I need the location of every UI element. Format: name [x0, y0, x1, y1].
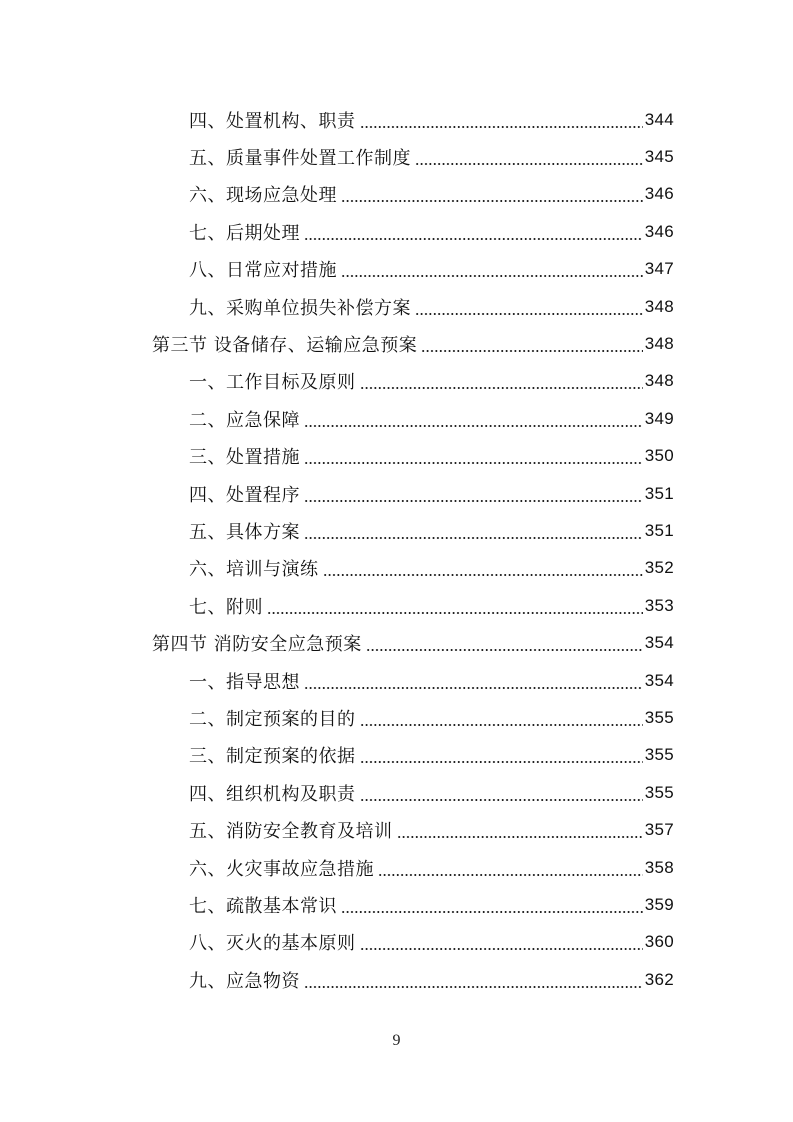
dot-leader	[360, 933, 643, 951]
toc-entry-page: 349	[644, 408, 674, 428]
toc-entry[interactable]	[189, 961, 674, 998]
toc-entry[interactable]	[189, 176, 674, 213]
toc-entry[interactable]	[189, 288, 674, 325]
toc-entry[interactable]	[189, 811, 674, 848]
toc-entry-page: 355	[644, 745, 674, 765]
toc-entry-title: 第四节 消防安全应急预案	[152, 634, 362, 656]
toc-entry-title: 一、工作目标及原则	[189, 372, 356, 394]
toc-entry-page: 350	[644, 446, 674, 466]
dot-leader	[341, 260, 643, 278]
toc-entry-page: 352	[644, 558, 674, 578]
toc-entry-title: 七、后期处理	[189, 222, 300, 244]
dot-leader	[397, 821, 643, 839]
toc-entry-page: 359	[644, 894, 674, 914]
toc-entry-page: 348	[644, 371, 674, 391]
toc-entry-title: 一、指导思想	[189, 671, 300, 693]
toc-entry-title: 九、采购单位损失补偿方案	[189, 297, 411, 319]
toc-entry-title: 五、质量事件处置工作制度	[189, 148, 411, 170]
toc-entry[interactable]	[189, 587, 674, 624]
toc-entry-title: 三、制定预案的依据	[189, 746, 356, 768]
toc-entry[interactable]	[189, 400, 674, 437]
toc-entry[interactable]	[189, 438, 674, 475]
toc-entry-title: 七、疏散基本常识	[189, 895, 337, 917]
dot-leader	[267, 597, 643, 615]
dot-leader	[323, 559, 643, 577]
toc-section-entry[interactable]	[152, 325, 674, 362]
dot-leader	[304, 447, 643, 465]
page-number: 9	[392, 1032, 401, 1049]
toc-entry-title: 六、现场应急处理	[189, 185, 337, 207]
toc-entry-page: 348	[644, 296, 674, 316]
toc-entry-page: 354	[644, 670, 674, 690]
toc-entry[interactable]	[189, 737, 674, 774]
toc-entry[interactable]	[189, 849, 674, 886]
toc-entry-title: 九、应急物资	[189, 970, 300, 992]
toc-entry-page: 346	[644, 221, 674, 241]
toc-entry-page: 348	[644, 334, 674, 354]
dot-leader	[360, 746, 643, 764]
toc-entry[interactable]	[189, 138, 674, 175]
toc-entry-title: 六、火灾事故应急措施	[189, 858, 374, 880]
toc-section-entry[interactable]	[152, 624, 674, 661]
dot-leader	[304, 971, 643, 989]
toc-entry-title: 五、消防安全教育及培训	[189, 821, 393, 843]
dot-leader	[360, 709, 643, 727]
toc-entry-title: 八、日常应对措施	[189, 260, 337, 282]
toc-entry-title: 第三节 设备储存、运输应急预案	[152, 335, 418, 357]
toc-entry-page: 351	[644, 520, 674, 540]
toc-entry-page: 360	[644, 932, 674, 952]
toc-entry-title: 六、培训与演练	[189, 559, 319, 581]
toc-entry-title: 四、处置机构、职责	[189, 110, 356, 132]
toc-entry[interactable]	[189, 662, 674, 699]
toc-entry[interactable]	[189, 550, 674, 587]
toc-entry[interactable]	[189, 699, 674, 736]
dot-leader	[341, 185, 643, 203]
toc-entry-page: 353	[644, 595, 674, 615]
dot-leader	[304, 522, 643, 540]
toc-entry-page: 357	[644, 820, 674, 840]
toc-entry-title: 四、组织机构及职责	[189, 783, 356, 805]
toc-entry-title: 二、应急保障	[189, 409, 300, 431]
toc-entry-title: 七、附则	[189, 596, 263, 618]
dot-leader	[304, 223, 643, 241]
dot-leader	[360, 111, 643, 129]
dot-leader	[304, 410, 643, 428]
toc-entry[interactable]	[189, 475, 674, 512]
toc-entry[interactable]	[189, 213, 674, 250]
dot-leader	[360, 372, 643, 390]
dot-leader	[341, 896, 643, 914]
toc-entry-title: 三、处置措施	[189, 447, 300, 469]
toc-entry[interactable]	[189, 512, 674, 549]
table-of-contents	[0, 101, 793, 998]
dot-leader	[366, 634, 643, 652]
toc-entry[interactable]	[189, 924, 674, 961]
toc-entry-page: 347	[644, 259, 674, 279]
dot-leader	[378, 859, 643, 877]
toc-entry[interactable]	[189, 251, 674, 288]
toc-entry-page: 351	[644, 483, 674, 503]
dot-leader	[304, 485, 643, 503]
toc-entry-page: 355	[644, 782, 674, 802]
dot-leader	[415, 298, 643, 316]
toc-entry[interactable]	[189, 886, 674, 923]
toc-entry-page: 346	[644, 184, 674, 204]
dot-leader	[304, 672, 643, 690]
toc-entry-title: 四、处置程序	[189, 484, 300, 506]
toc-entry-page: 355	[644, 707, 674, 727]
toc-entry-page: 354	[644, 633, 674, 653]
toc-entry-title: 二、制定预案的目的	[189, 708, 356, 730]
toc-entry[interactable]	[189, 101, 674, 138]
dot-leader	[421, 335, 643, 353]
toc-entry-page: 358	[644, 857, 674, 877]
toc-entry-page: 362	[644, 969, 674, 989]
toc-entry-title: 八、灭火的基本原则	[189, 933, 356, 955]
toc-entry-page: 345	[644, 147, 674, 167]
toc-entry-title: 五、具体方案	[189, 521, 300, 543]
toc-entry-page: 344	[644, 109, 674, 129]
toc-entry[interactable]	[189, 363, 674, 400]
dot-leader	[360, 784, 643, 802]
toc-entry[interactable]	[189, 774, 674, 811]
dot-leader	[415, 148, 643, 166]
